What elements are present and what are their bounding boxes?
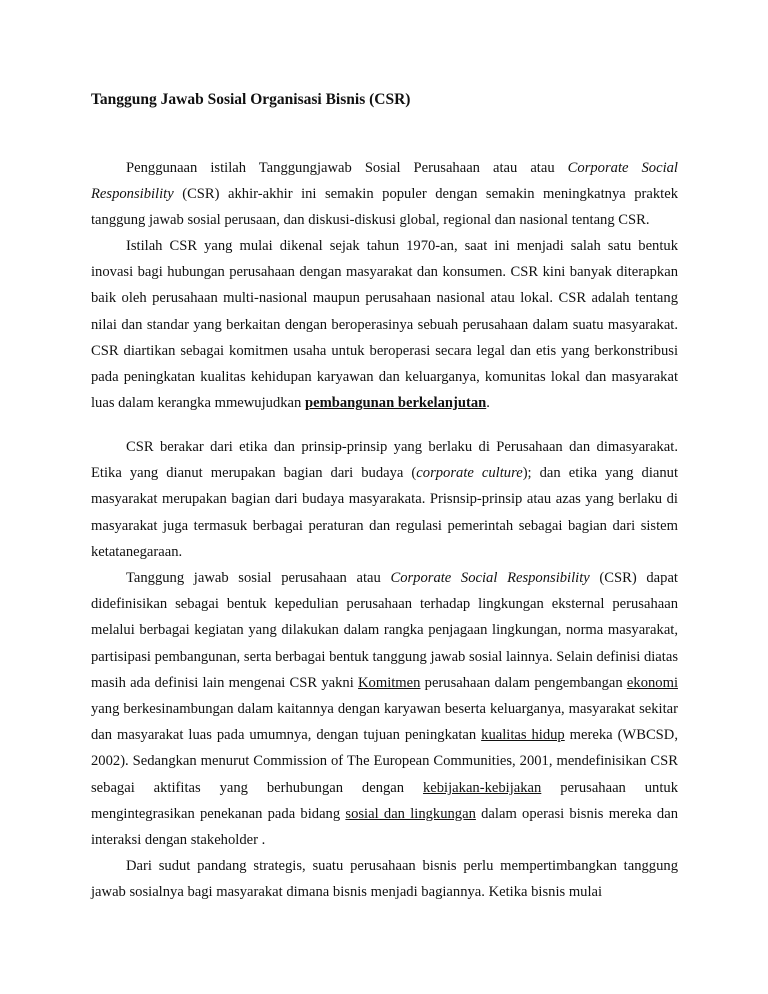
p2-text-a: Istilah CSR yang mulai dikenal sejak tahun 1970-an, saat ini menjadi salah satu bentuk inovasi bagi hubungan perusahaan dengan masyarakat dan konsumen. CSR kini banyak diterapkan baik oleh perusahaan multi-nasional maupun perusahaan nasional atau lokal. CSR adalah tentang nilai dan standar yang berkaitan dengan beroperasinya sebuah perusahaan dalam suatu masyarakat. CSR diartikan sebagai komitmen usaha untuk beroperasi secara legal dan etis yang berkonstribusi pada peningkatan kualitas kehidupan karyawan dan keluarganya, komunitas lokal dan masyarakat luas dalam kerangka mmewujudkan (91, 238, 678, 412)
p3-text-c: ); dan etika yang dianut masyarakat merupakan bagian dari budaya masyarakata. Prisnsip-prinsip atau azas yang berlaku di masyarakat juga termasuk berbagai peraturan dan regulasi pemerintah sebagai bagian dari sistem ketatanegaraan. (91, 465, 679, 560)
p1-italic-term: Corporate Social Responsibility (91, 160, 678, 203)
link-sosial-lingkungan[interactable]: sosial dan lingkungan (345, 805, 476, 822)
p5-text-a: Dari sudut pandang strategis, suatu perusahaan bisnis perlu mempertimbangkan tanggung jawab sosialnya bagi masyarakat dimana bisnis menjadi bagiannya. Ketika bisnis mulai (91, 858, 678, 901)
paragraph-2 (91, 233, 678, 416)
p4-text-m: dalam operasi bisnis mereka dan interaksi dengan stakeholder . (91, 805, 678, 849)
p4-text-i: mereka (WBCSD, 2002). Sedangkan menurut Commission of The European Communities, 2001, mendefinisikan CSR sebagai aktifitas yang berhubungan dengan (91, 727, 678, 796)
document-title: Tanggung Jawab Sosial Organisasi Bisnis (CSR) (91, 91, 411, 108)
p4-italic-term: Corporate Social Responsibility (390, 570, 590, 586)
p1-text-a: Penggunaan istilah Tanggungjawab Sosial Perusahaan atau atau (126, 160, 568, 176)
p4-text-a: Tanggung jawab sosial perusahaan atau (126, 570, 391, 586)
paragraph-1 (91, 155, 678, 234)
p4-text-c: (CSR) dapat didefinisikan sebagai bentuk kepedulian perusahaan terhadap lingkungan eksternal perusahaan melalui berbagai kegiatan yang dilakukan dalam rangka penjagaan lingkungan, norma masyarakat, partisipasi pembangunan, serta berbagai bentuk tanggung jawab sosial lainnya. Selain definisi diatas masih ada definisi lain mengenai CSR yakni (91, 570, 678, 691)
p3-text-a: CSR berakar dari etika dan prinsip-prinsip yang berlaku di Perusahaan dan dimasyarakat. Etika yang dianut merupakan bagian dari budaya ( (91, 439, 678, 482)
p2-bold-term: pembangunan berkelanjutan (304, 395, 487, 412)
paragraph-3 (91, 434, 678, 565)
p2-text-c: . (486, 395, 490, 412)
paragraph-5 (91, 853, 678, 905)
link-kualitas-hidup[interactable]: kualitas hidup (481, 727, 565, 744)
link-kebijakan[interactable]: kebijakan-kebijakan (422, 779, 542, 796)
link-komitmen[interactable]: Komitmen (358, 674, 421, 691)
p3-italic-term: corporate culture (416, 465, 523, 482)
p4-text-e: perusahaan dalam pengembangan (420, 674, 627, 691)
paragraph-4 (91, 565, 678, 853)
p4-text-g: yang berkesinambungan dalam kaitannya dengan karyawan beserta keluarganya, masyarakat sekitar dan masyarakat luas pada umumnya, dengan tujuan peningkatan (91, 701, 678, 744)
p4-text-k: perusahaan untuk mengintegrasikan penekanan pada bidang (91, 779, 678, 822)
link-ekonomi[interactable]: ekonomi (626, 674, 678, 691)
p1-text-c: (CSR) akhir-akhir ini semakin populer dengan semakin meningkatnya praktek tanggung jawab sosial perusaan, dan diskusi-diskusi global, regional dan nasional tentang CSR. (91, 186, 678, 229)
